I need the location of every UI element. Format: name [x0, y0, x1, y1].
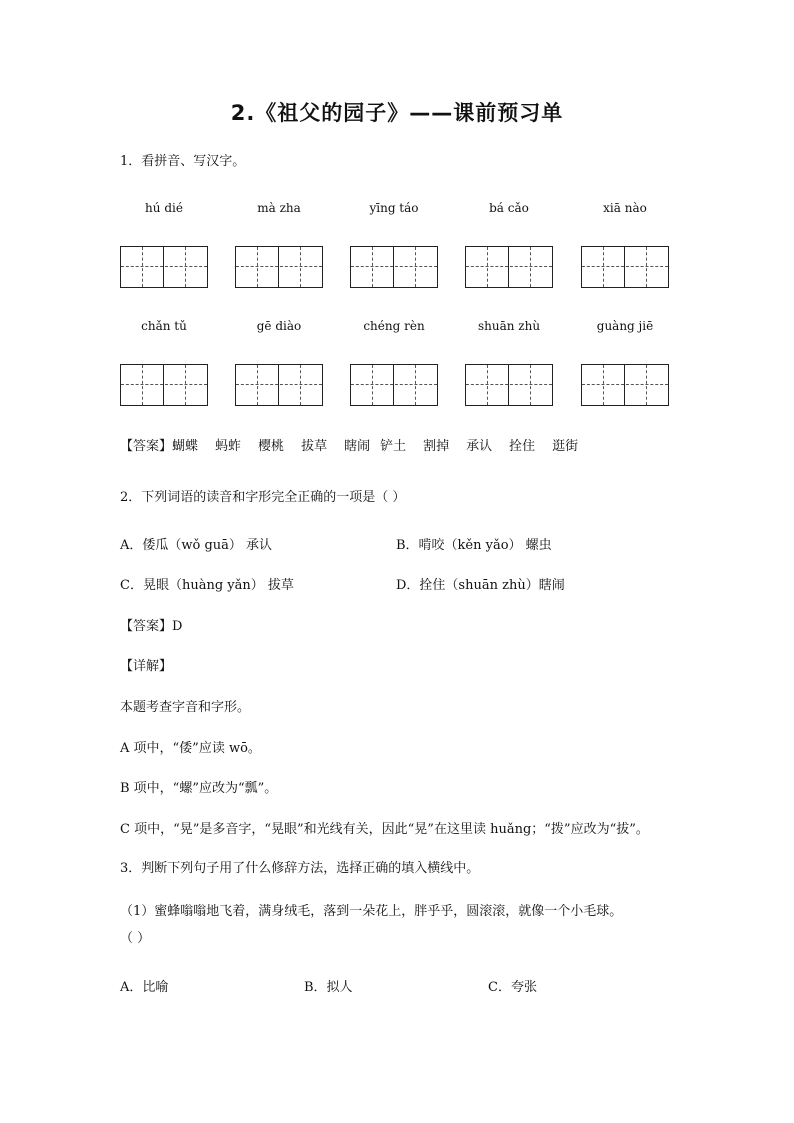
answer-word: 割掉: [423, 439, 450, 454]
answer-word: 瞎闹: [344, 439, 371, 454]
pinyin-label: bá cǎo: [489, 201, 529, 215]
writing-grid[interactable]: [581, 364, 669, 406]
writing-grid[interactable]: [120, 246, 208, 288]
pinyin-label: hú dié: [145, 201, 183, 215]
writing-grid[interactable]: [350, 364, 438, 406]
option-b[interactable]: B．拟人: [304, 980, 353, 995]
answer-word: 蚂蚱: [215, 439, 242, 454]
pinyin-label: mà zha: [257, 201, 301, 215]
writing-grid[interactable]: [465, 364, 553, 406]
writing-grid[interactable]: [350, 246, 438, 288]
detail-label: 【详解】: [120, 659, 173, 674]
answer-label: 【答案】: [120, 439, 173, 454]
answer-word: 拴住: [509, 439, 536, 454]
question-3-stem: 3．判断下列句子用了什么修辞方法，选择正确的填入横线中。: [120, 861, 480, 876]
detail-line: B 项中，“螺”应改为“瓢”。: [120, 781, 278, 796]
answer-blank[interactable]: （ ）: [120, 931, 151, 946]
question-3-sentence: （1）蜜蜂嗡嗡地飞着，满身绒毛，落到一朵花上，胖乎乎，圆滚滚，就像一个小毛球。: [120, 904, 623, 919]
pinyin-label: guàng jiē: [596, 319, 654, 333]
writing-grid[interactable]: [581, 246, 669, 288]
pinyin-label: chéng rèn: [363, 319, 425, 333]
answer-word: 铲土: [380, 439, 407, 454]
answer-word: 樱桃: [258, 439, 285, 454]
detail-line: A 项中，“倭”应读 wō。: [120, 741, 261, 756]
writing-grid[interactable]: [120, 364, 208, 406]
detail-line: 本题考查字音和字形。: [120, 700, 251, 715]
answer-word: 逛街: [552, 439, 579, 454]
pinyin-label: gē diào: [256, 319, 302, 333]
pinyin-label: shuān zhù: [477, 319, 541, 333]
pinyin-label: chǎn tǔ: [141, 319, 187, 333]
option-c[interactable]: C．夸张: [488, 980, 537, 995]
question-2-stem: 2．下列词语的读音和字形完全正确的一项是（ ）: [120, 490, 406, 505]
answer-text: 【答案】D: [120, 619, 183, 634]
answer-word: 蝴蝶: [172, 439, 199, 454]
answer-line: [120, 435, 595, 454]
writing-grid[interactable]: [235, 246, 323, 288]
option-a[interactable]: A．比喻: [120, 980, 169, 995]
option-c[interactable]: C．晃眼（huàng yǎn） 拔草: [120, 578, 294, 593]
question-1-stem: 1．看拼音、写汉字。: [120, 154, 246, 169]
option-a[interactable]: A．倭瓜（wǒ guā） 承认: [120, 538, 273, 553]
pinyin-label: yīng táo: [369, 201, 419, 215]
pinyin-label: xiā nào: [603, 201, 647, 215]
detail-line: C 项中，“晃”是多音字，“晃眼”和光线有关，因此“晃”在这里读 huǎng；“拨”应改为“拔”。: [120, 822, 649, 837]
page-title: 2.《祖父的园子》——课前预习单: [230, 101, 564, 125]
writing-grid[interactable]: [235, 364, 323, 406]
answer-word: 承认: [466, 439, 493, 454]
option-d[interactable]: D．拴住（shuān zhù）瞎闹: [396, 578, 565, 593]
writing-grid[interactable]: [465, 246, 553, 288]
option-b[interactable]: B．啃咬（kěn yǎo） 螺虫: [396, 538, 552, 553]
answer-word: 拔草: [301, 439, 328, 454]
